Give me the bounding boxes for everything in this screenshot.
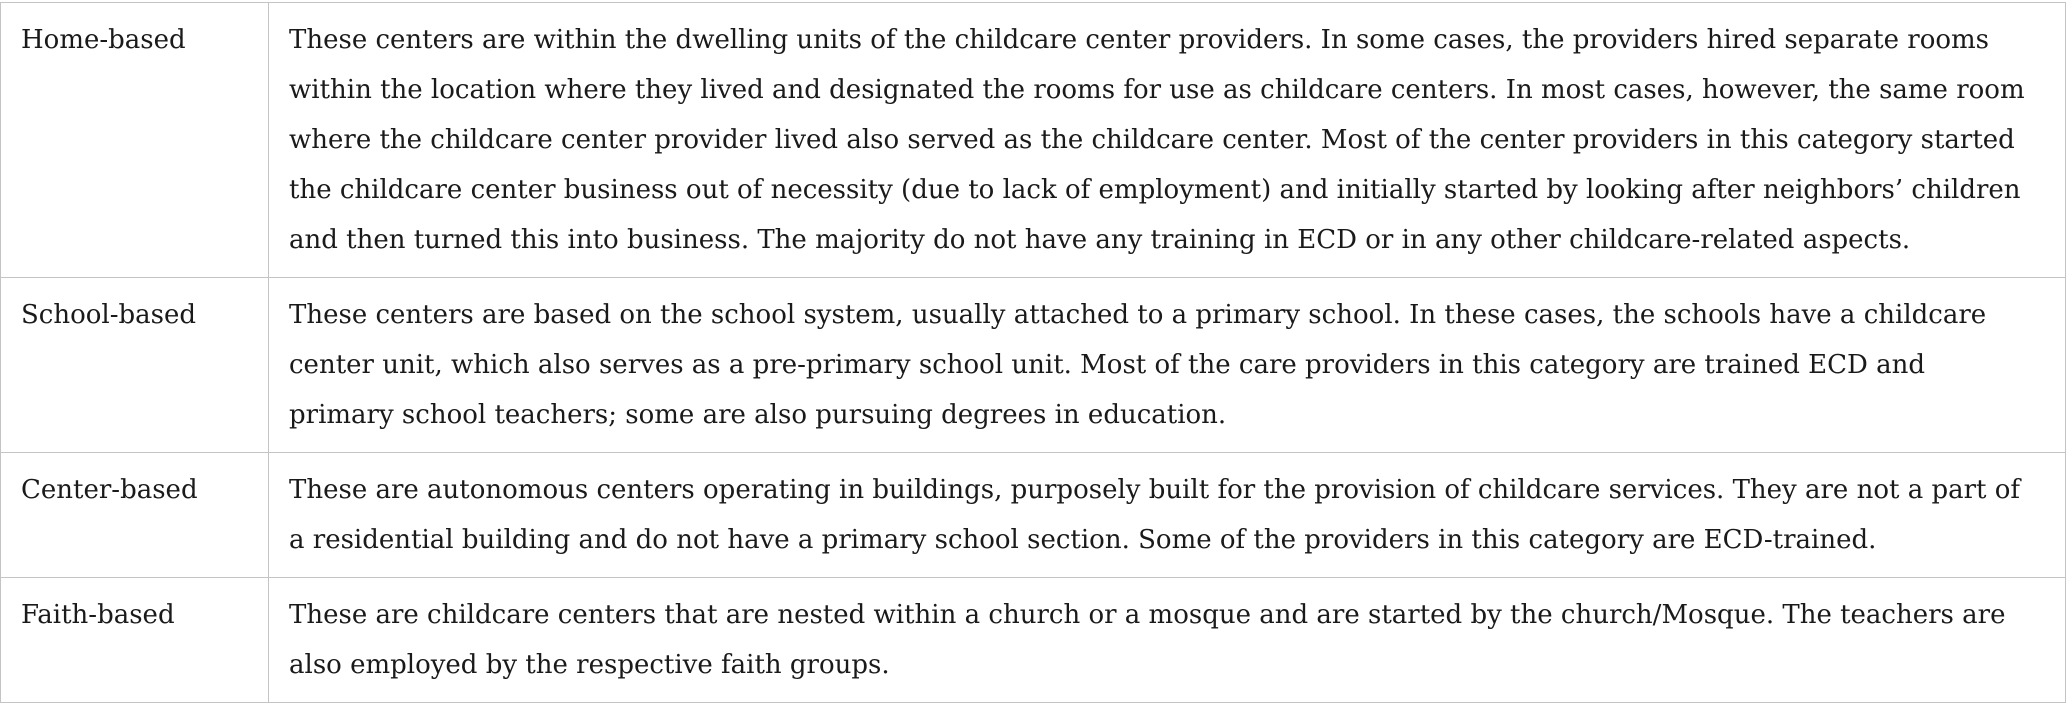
childcare-center-types-table: [0, 2, 2066, 703]
center-type-cell: Faith-based: [1, 578, 269, 703]
center-type-cell: Center-based: [1, 453, 269, 578]
center-description-cell: These are autonomous centers operating in buildings, purposely built for the provision of childcare services. They are not a part of a residential building and do not have a primary school section. Some of the providers in this category are ECD-trained.: [269, 453, 2066, 578]
table-row-center-based: [1, 453, 2066, 578]
table-row-home-based: [1, 3, 2066, 278]
table-row-school-based: [1, 278, 2066, 453]
center-description-cell: These centers are based on the school system, usually attached to a primary school. In these cases, the schools have a childcare center unit, which also serves as a pre-primary school unit. Most of the care providers in this category are trained ECD and primary school teachers; some are also pursuing degrees in education.: [269, 278, 2066, 453]
center-description-cell: These centers are within the dwelling units of the childcare center providers. In some cases, the providers hired separate rooms within the location where they lived and designated the rooms for use as childcare centers. In most cases, however, the same room where the childcare center provider lived also served as the childcare center. Most of the center providers in this category started the childcare center business out of necessity (due to lack of employment) and initially started by looking after neighbors’ children and then turned this into business. The majority do not have any training in ECD or in any other childcare-related aspects.: [269, 3, 2066, 278]
center-type-cell: School-based: [1, 278, 269, 453]
table-row-faith-based: [1, 578, 2066, 703]
table-body: [1, 3, 2066, 703]
center-type-cell: Home-based: [1, 3, 269, 278]
center-description-cell: These are childcare centers that are nested within a church or a mosque and are started by the church/Mosque. The teachers are also employed by the respective faith groups.: [269, 578, 2066, 703]
